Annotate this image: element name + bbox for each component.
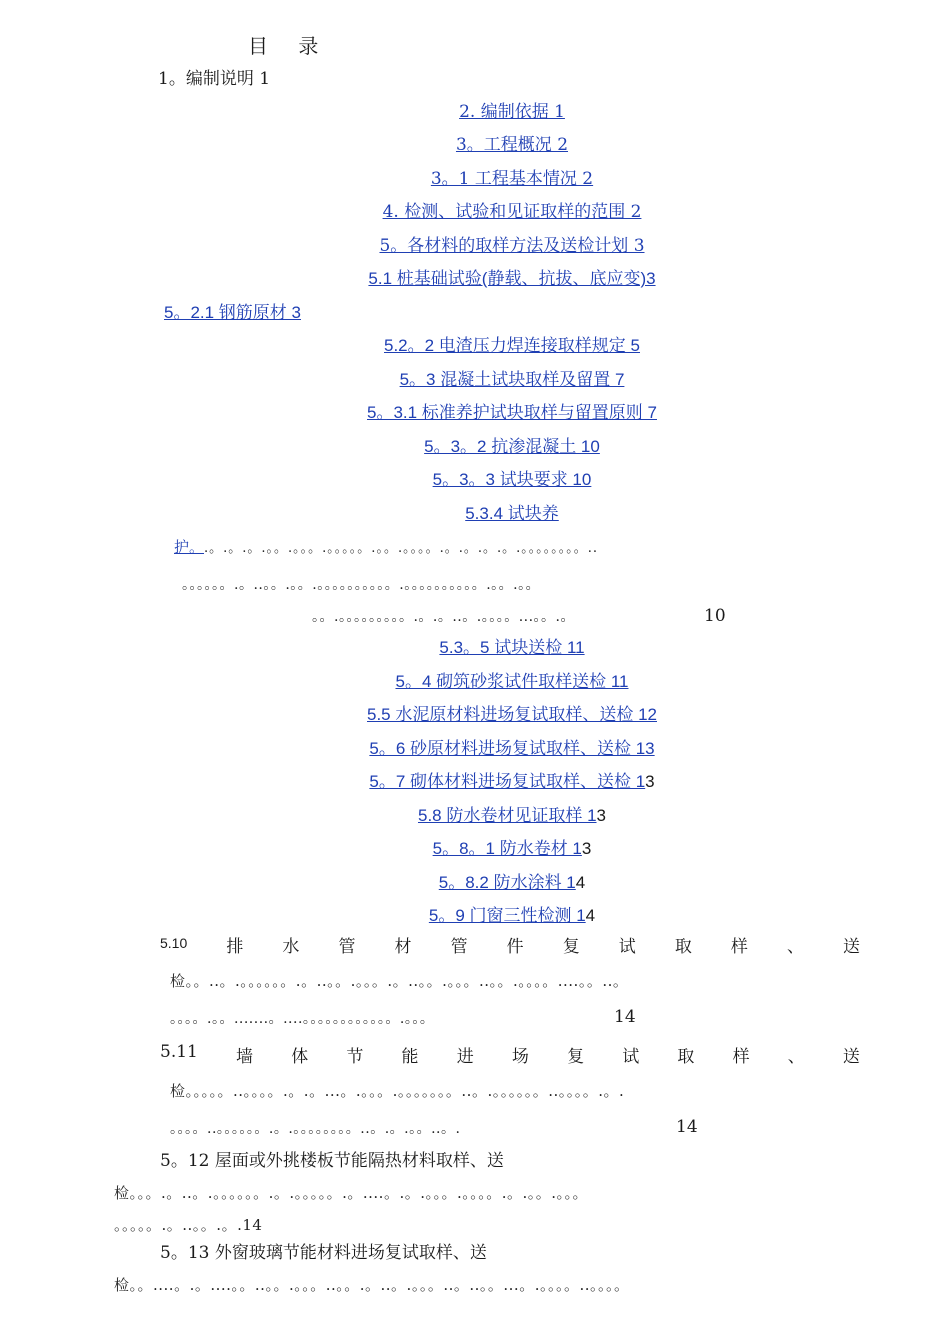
toc-entry-5-11-char: 节	[346, 1047, 364, 1067]
toc-entry-5-1[interactable]: 5.1 桩基础试验(静载、抗拔、底应变)3	[368, 269, 656, 288]
toc-entry-5-3-4-cont[interactable]: 护。	[174, 538, 205, 556]
toc-entry-5-11-char: 取	[677, 1047, 695, 1067]
toc-entry-5-11-char: 送	[842, 1047, 860, 1067]
toc-leader-dots: 。。.。。。。。。。。。.。.。..。.。。。。...。。.。	[312, 609, 576, 625]
toc-entry-5-8-1[interactable]: 5。8。1 防水卷材 1	[432, 839, 582, 858]
toc-entry-5-11-number: 5.11	[160, 1042, 198, 1062]
toc-page-number: 4	[575, 873, 586, 892]
toc-entry-5-10-char: 水	[282, 937, 300, 957]
toc-entry-5-5[interactable]: 5.5 水泥原材料进场复试取样、送检 12	[367, 705, 657, 724]
toc-entry-5-8-2[interactable]: 5。8.2 防水涂料 1	[438, 873, 576, 892]
toc-leader-dots: 检。。。。。..。。。。.。.。...。.。。。.。。。。。。。..。.。。。。。。..。。。。.。.	[170, 1082, 625, 1100]
toc-entry-5-4[interactable]: 5。4 砌筑砂浆试件取样送检 11	[395, 672, 629, 691]
toc-entry-5-11-char: 场	[511, 1047, 529, 1067]
toc-entry-5-10-char: 试	[618, 937, 636, 957]
toc-entry-5-6[interactable]: 5。6 砂原材料进场复试取样、送检 13	[369, 739, 655, 758]
toc-leader-dots: 。。。。.。。.......。....。。。。。。。。。。。。.。。。	[170, 1011, 435, 1027]
toc-entry-5-3[interactable]: 5。3 混凝土试块取样及留置 7	[399, 370, 625, 389]
toc-entry-5-9[interactable]: 5。9 门窗三性检测 1	[428, 906, 586, 925]
toc-entry-5[interactable]: 5。各材料的取样方法及送检计划 3	[379, 236, 645, 256]
toc-entry-5-10-char: 送	[843, 937, 860, 957]
toc-entry-5-10-number: 5.10	[160, 935, 188, 951]
toc-entry-5-10-char: 复	[562, 937, 580, 957]
toc-page-number: 3	[596, 806, 606, 825]
toc-entry-5-10-char: 材	[394, 937, 412, 957]
toc-entry-5-10-char: 样	[730, 937, 748, 957]
toc-entry-5-3-1[interactable]: 5。3.1 标准养护试块取样与留置原则 7	[367, 403, 657, 422]
toc-page-number: 3	[645, 772, 655, 791]
toc-entry-5-11-char: 墙	[236, 1047, 254, 1067]
toc-leader-dots: 检。。..。.。。。。。。.。..。。.。。。.。..。。.。。。..。。.。。。。....。。..。	[170, 972, 629, 990]
toc-leader-dots: 。。。。..。。。。。。.。.。。。。。。。。..。.。.。。..。.	[170, 1121, 461, 1137]
toc-entry-5-12: 5。12 屋面或外挑楼板节能隔热材料取样、送	[160, 1151, 504, 1171]
toc-entry-5-13: 5。13 外窗玻璃节能材料进场复试取样、送	[160, 1243, 487, 1263]
toc-page-number: 14	[614, 1007, 636, 1027]
toc-leader-dots: .。.。.。.。。.。。。.。。。。。.。。.。。。。.。.。.。.。.。。。。。。。。..	[204, 541, 599, 556]
toc-entry-2[interactable]: 2. 编制依据 1	[459, 102, 565, 122]
toc-entry-5-3-5[interactable]: 5.3。5 试块送检 11	[439, 638, 585, 657]
toc-page-number: 14	[676, 1117, 698, 1137]
toc-entry-5-10-char: 排	[226, 937, 244, 957]
toc-entry-1: 1。编制说明 1	[158, 69, 271, 89]
toc-entry-3-1[interactable]: 3。1 工程基本情况 2	[430, 169, 594, 189]
toc-entry-5-11-char: 试	[622, 1047, 640, 1067]
toc-page-number: 3	[581, 839, 592, 858]
toc-leader-dots: 检。。....。.。....。。..。。.。。。..。。.。..。.。。。..。..。。...。.。。。。..。。。。	[114, 1276, 630, 1294]
toc-title: 目 录	[248, 34, 331, 58]
toc-entry-5-8[interactable]: 5.8 防水卷材见证取样 1	[417, 806, 597, 825]
toc-entry-5-11-char: 复	[567, 1047, 585, 1067]
toc-leader-dots: 。。。。。。.。..。。.。。.。。。。。。。。。。.。。。。。。。。。。.。。.。。	[182, 577, 541, 593]
toc-page-number: 10	[704, 606, 726, 626]
toc-leader-dots: 检。。。.。..。.。。。。。。.。.。。。。。.。....。.。.。。。.。。。。.。.。。.。。。	[114, 1184, 589, 1202]
toc-entry-5-3-2[interactable]: 5。3。2 抗渗混凝土 10	[424, 437, 600, 456]
toc-entry-5-10-char: 管	[338, 937, 356, 957]
toc-entry-5-3-4[interactable]: 5.3.4 试块养	[465, 504, 559, 523]
toc-entry-5-3-3[interactable]: 5。3。3 试块要求 10	[432, 470, 592, 489]
toc-entry-5-2-2[interactable]: 5.2。2 电渣压力焊连接取样规定 5	[384, 336, 640, 355]
toc-entry-5-11-char: 、	[787, 1047, 805, 1067]
toc-entry-3[interactable]: 3。工程概况 2	[455, 135, 569, 155]
toc-entry-4[interactable]: 4. 检测、试验和见证取样的范围 2	[382, 202, 642, 222]
toc-entry-5-2-1[interactable]: 5。2.1 钢筋原材 3	[164, 303, 301, 322]
toc-entry-5-11-char: 体	[291, 1047, 309, 1067]
toc-entry-5-10-char: 、	[786, 937, 804, 957]
toc-leader-dots: 。。。。。.。..。。.。.14	[114, 1216, 263, 1234]
toc-entry-5-11-char: 能	[401, 1047, 419, 1067]
toc-page-number: 4	[585, 906, 596, 925]
toc-entry-5-10-char: 管	[450, 937, 468, 957]
toc-entry-5-11-char: 样	[732, 1047, 750, 1067]
toc-entry-5-10-char: 件	[506, 937, 524, 957]
toc-entry-5-7[interactable]: 5。7 砌体材料进场复试取样、送检 1	[369, 772, 646, 791]
toc-entry-5-10-char: 取	[674, 937, 692, 957]
toc-entry-5-11-char: 进	[456, 1047, 474, 1067]
